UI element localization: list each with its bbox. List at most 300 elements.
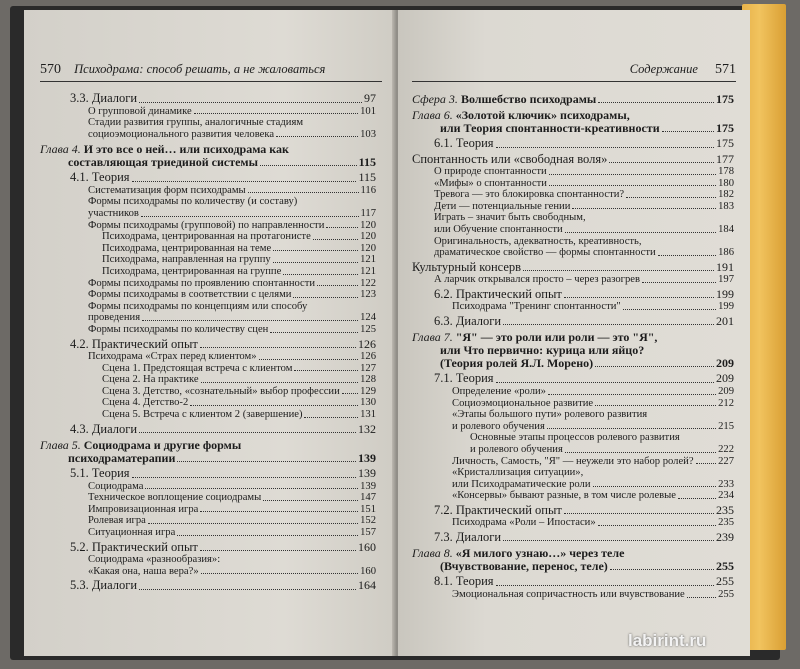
toc-entry-text: 6.2. Практический опыт: [434, 286, 562, 301]
left-page-number: 570: [40, 62, 61, 77]
toc-entry: [40, 374, 376, 386]
toc-page-number: 120: [360, 242, 376, 254]
toc-entry-title: [434, 315, 501, 329]
toc-entry: [40, 504, 376, 516]
toc-entry-title: [88, 106, 192, 118]
toc-dot-leader: [326, 227, 358, 228]
toc-page-number: 117: [360, 207, 376, 219]
toc-entry-text: 6.1. Теория: [434, 136, 494, 150]
toc-entry: [40, 397, 376, 409]
toc-dot-leader: [201, 382, 358, 383]
toc-entry: [40, 467, 376, 481]
toc-entry-title: [88, 129, 274, 141]
toc-entry-title: [452, 456, 694, 468]
toc-entry: [412, 201, 734, 213]
toc-entry-text: Социодрама: [88, 480, 144, 492]
toc-page-number: 235: [716, 502, 734, 517]
toc-entry-title: [434, 201, 570, 213]
toc-dot-leader: [496, 585, 714, 586]
toc-entry-title: [434, 531, 501, 545]
right-page-number: 571: [715, 62, 736, 77]
toc-page-number: 121: [360, 265, 376, 277]
watermark: labirint.ru: [628, 631, 707, 650]
toc-entry: [412, 386, 734, 398]
toc-page-number: 180: [718, 177, 734, 189]
toc-dot-leader: [200, 511, 358, 512]
toc-entry-text: Основные этапы процессов ролевого развития: [470, 432, 680, 444]
toc-entry-title: [102, 243, 271, 255]
toc-entry-title: [70, 579, 137, 593]
toc-entry: [412, 315, 734, 329]
toc-page-number: 177: [716, 151, 734, 166]
toc-dot-leader: [565, 232, 716, 233]
toc-entry-title: [412, 261, 521, 275]
toc-entry-text: Эмоциональная сопричастность или вчувствование: [452, 588, 685, 600]
toc-page-number: 131: [360, 408, 376, 420]
toc-entry: [40, 92, 376, 106]
toc-entry-title: [434, 189, 624, 201]
toc-dot-leader: [263, 500, 358, 501]
toc-page-number: 255: [716, 559, 734, 574]
toc-entry: [40, 527, 376, 539]
toc-dot-leader: [248, 192, 359, 193]
toc-dot-leader: [142, 320, 358, 321]
toc-entry-title: [434, 288, 562, 302]
toc-entry-text: Формы психодрамы (групповой) по направленности: [88, 219, 325, 231]
toc-entry-title: [102, 363, 292, 375]
toc-entry-text: Психодрама «Страх перед клиентом»: [88, 351, 257, 362]
toc-entry-text: Формы психодрамы по проявлению спонтанности: [88, 277, 316, 289]
toc-entry-title: [88, 566, 199, 578]
toc-entry-text: Определение «роли»: [452, 385, 546, 397]
toc-dot-leader: [201, 573, 358, 574]
toc-dot-leader: [658, 255, 716, 256]
toc-page-number: 227: [718, 455, 734, 467]
toc-entry-label: Сфера 3.: [412, 92, 461, 106]
toc-dot-leader: [276, 136, 358, 137]
toc-entry-title: [440, 560, 608, 573]
toc-entry-title: [88, 289, 291, 301]
toc-entry-title: [88, 185, 246, 197]
toc-entry-text: 3.3. Диалоги: [70, 91, 138, 105]
toc-entry-text: составляющая триединой системы: [68, 155, 258, 170]
toc-entry-title: [68, 452, 175, 465]
toc-page-number: 255: [718, 588, 734, 600]
toc-entry-text: Техническое воплощение социодрамы: [88, 492, 262, 504]
toc-entry: [40, 541, 376, 555]
toc-entry: [40, 289, 376, 301]
toc-dot-leader: [313, 239, 358, 240]
toc-page-number: 125: [360, 323, 376, 335]
toc-entry-title: [70, 541, 198, 555]
toc-entry: [412, 93, 734, 106]
toc-entry: [412, 274, 734, 286]
toc-dot-leader: [496, 147, 714, 148]
toc-entry: [412, 178, 734, 190]
toc-entry-title: [452, 398, 593, 410]
toc-page-number: 160: [360, 565, 376, 577]
toc-dot-leader: [623, 309, 716, 310]
toc-entry-title: [434, 166, 547, 178]
toc-page-number: 103: [360, 128, 376, 140]
toc-entry: [412, 189, 734, 201]
toc-page-number: 191: [716, 259, 734, 274]
toc-entry-text: проведения: [88, 312, 141, 324]
toc-entry-text: Играть – значит быть свободным,: [434, 212, 586, 224]
toc-entry-text: или Теория спонтанности-креативности: [440, 121, 660, 135]
toc-entry-title: [434, 137, 494, 151]
toc-entry-text: драматическое свойство — формы спонтанности: [434, 247, 656, 259]
toc-entry: [40, 254, 376, 266]
toc-entry-title: [88, 527, 175, 539]
toc-dot-leader: [610, 569, 714, 570]
toc-page-number: 255: [716, 574, 734, 589]
toc-entry-text: Сцена 5. Встреча с клиентом 2 (завершение): [102, 408, 303, 420]
toc-entry-text: А ларчик открывался просто – через разогрев: [434, 274, 640, 286]
toc-entry-text: Психодрама «Роли – Ипостаси»: [452, 517, 596, 529]
toc-dot-leader: [139, 102, 362, 103]
toc-entry-title: [88, 208, 139, 220]
toc-entry: [40, 515, 376, 527]
toc-entry-title: [88, 554, 220, 566]
toc-page-number: 233: [718, 478, 734, 490]
toc-dot-leader: [260, 165, 357, 166]
toc-dot-leader: [283, 274, 358, 275]
toc-entry-title: [452, 301, 621, 313]
toc-entry-title: [452, 490, 676, 502]
toc-dot-leader: [132, 181, 357, 182]
toc-entry: [412, 517, 734, 529]
toc-entry-text: 5.2. Практический опыт: [70, 539, 198, 554]
toc-entry: [40, 208, 376, 220]
toc-page-number: 175: [716, 136, 734, 150]
toc-entry-text: «Кристаллизация ситуации»,: [452, 467, 584, 479]
toc-entry-text: Психодрама, центрированная на теме: [102, 242, 272, 254]
toc-entry: [40, 220, 376, 232]
toc-entry: [40, 266, 376, 278]
toc-page-number: 115: [358, 155, 376, 170]
toc-entry-title: [434, 178, 547, 190]
toc-entry-text: 7.3. Диалоги: [434, 529, 502, 544]
toc-entry: [412, 575, 734, 589]
toc-page-number: 184: [718, 223, 734, 235]
toc-page-number: 121: [360, 254, 376, 266]
toc-entry-text: социоэмоционального развития человека: [88, 128, 275, 140]
toc-page-number: 132: [358, 421, 376, 436]
toc-entry-label: Глава 4.: [40, 142, 84, 157]
toc-entry-text: О групповой динамике: [88, 105, 192, 117]
toc-page-number: 209: [716, 371, 734, 386]
toc-dot-leader: [177, 461, 356, 462]
toc-entry-text: и ролевого обучения: [470, 443, 563, 455]
toc-dot-leader: [547, 428, 716, 429]
toc-entry-title: [88, 196, 297, 208]
toc-entry: [412, 153, 734, 167]
toc-entry: [412, 236, 734, 248]
toc-entry-title: [88, 324, 268, 336]
toc-dot-leader: [503, 540, 714, 541]
toc-page-number: 130: [360, 397, 376, 409]
toc-entry: [412, 467, 734, 479]
toc-entry: [40, 156, 376, 169]
toc-entry-text: или Что первично: курица или яйцо?: [440, 343, 645, 358]
toc-entry: [412, 560, 734, 573]
toc-entry: [412, 212, 734, 224]
toc-entry: [40, 278, 376, 290]
toc-page-number: 101: [360, 105, 376, 117]
toc-dot-leader: [642, 282, 716, 283]
toc-page-number: 234: [718, 490, 734, 502]
toc-dot-leader: [270, 332, 358, 333]
toc-entry: [40, 351, 376, 363]
toc-page-number: 120: [360, 219, 376, 231]
toc-page-number: 127: [360, 362, 376, 374]
toc-dot-leader: [565, 452, 716, 453]
toc-entry-title: [452, 409, 647, 421]
toc-entry-text: 7.2. Практический опыт: [434, 502, 562, 517]
toc-entry-title: [412, 153, 607, 167]
toc-dot-leader: [549, 185, 716, 186]
toc-page-number: 157: [360, 526, 376, 538]
toc-entry-text: «Золотой ключик» психодрамы,: [455, 108, 630, 122]
toc-dot-leader: [662, 131, 714, 132]
toc-dot-leader: [523, 270, 714, 271]
toc-dot-leader: [273, 262, 358, 263]
toc-entry-text: 7.1. Теория: [434, 371, 494, 386]
toc-dot-leader: [200, 550, 356, 551]
toc-dot-leader: [678, 498, 716, 499]
toc-entry: [40, 243, 376, 255]
toc-entry: [40, 301, 376, 313]
toc-entry-text: Оригинальность, адекватность, креативность,: [434, 235, 642, 247]
toc-entry-title: [434, 212, 586, 224]
toc-page-number: 147: [360, 492, 376, 504]
toc-entry-title: [70, 423, 137, 437]
toc-entry-title: [434, 372, 494, 386]
toc-entry-text: Дети — потенциальные гении: [434, 200, 571, 212]
toc-entry: [412, 479, 734, 491]
toc-entry-title: [70, 338, 198, 352]
toc-entry: [40, 492, 376, 504]
toc-entry-title: [440, 122, 660, 135]
toc-entry-text: «Этапы большого пути» ролевого развития: [452, 409, 648, 421]
toc-entry-text: Формы психодрамы по количеству сцен: [88, 323, 269, 335]
toc-entry-title: [452, 467, 583, 479]
toc-entry-label: Глава 5.: [40, 438, 84, 453]
toc-entry-label: Глава 8.: [412, 546, 456, 561]
toc-entry-text: или Психодраматические роли: [452, 478, 591, 490]
toc-entry-text: Сцена 4. Детство-2: [102, 397, 189, 409]
toc-entry-title: [68, 156, 258, 169]
toc-entry: [412, 372, 734, 386]
toc-entry: [40, 386, 376, 398]
toc-entry-text: Психодрама, центрированная на протагонисте: [102, 231, 311, 243]
toc-entry: [40, 452, 376, 465]
toc-entry-text: психодраматерапии: [68, 451, 176, 466]
toc-dot-leader: [496, 382, 714, 383]
toc-dot-leader: [194, 113, 358, 114]
toc-dot-leader: [548, 394, 716, 395]
toc-dot-leader: [595, 366, 714, 367]
toc-entry: [412, 432, 734, 444]
toc-dot-leader: [259, 359, 359, 360]
toc-entry-title: [102, 231, 311, 243]
toc-entry-text: Волшебство психодрамы: [460, 92, 597, 106]
toc-entry-text: участников: [88, 207, 139, 219]
right-running-head: [412, 62, 736, 82]
toc-entry: [40, 171, 376, 185]
toc-entry-text: Формы психодрамы в соответствии с целями: [88, 289, 292, 301]
toc-entry-title: [70, 171, 130, 185]
toc-entry: [412, 357, 734, 370]
toc-dot-leader: [294, 370, 358, 371]
toc-entry-label: Глава 6.: [412, 108, 456, 122]
toc-entry-title: [70, 92, 137, 106]
toc-entry-title: [434, 575, 494, 589]
toc-dot-leader: [304, 417, 358, 418]
toc-entry-text: Культурный консерв: [412, 259, 522, 274]
toc-page-number: 97: [364, 91, 376, 105]
toc-entry-text: 6.3. Диалоги: [434, 313, 502, 328]
toc-entry-text: Сцена 2. На практике: [102, 374, 199, 386]
toc-entry: [412, 261, 734, 275]
toc-entry-title: [434, 247, 656, 259]
toc-entry-text: Личность, Самость, "Я" — неужели это набор ролей?: [452, 455, 694, 467]
toc-entry: [412, 444, 734, 456]
toc-entry: [412, 166, 734, 178]
toc-entry: [40, 231, 376, 243]
toc-page-number: 116: [360, 184, 376, 196]
toc-entry: [40, 106, 376, 118]
toc-entry-text: Психодрама "Тренинг спонтанности": [452, 301, 621, 313]
toc-page-number: 215: [718, 420, 734, 432]
toc-entry-text: 8.1. Теория: [434, 574, 494, 589]
toc-entry-text: или Обучение спонтанности: [434, 223, 563, 235]
toc-entry-title: [88, 117, 303, 129]
toc-dot-leader: [132, 477, 356, 478]
toc-entry: [412, 137, 734, 151]
toc-entry-text: «Какая она, наша вера?»: [88, 565, 199, 577]
toc-dot-leader: [273, 250, 358, 251]
toc-entry-title: [452, 386, 546, 398]
toc-entry: [40, 117, 376, 129]
toc-entry-title: [470, 432, 680, 444]
toc-entry-title: [88, 351, 257, 363]
toc-entry-title: [88, 312, 140, 324]
toc-page-number: 178: [718, 166, 734, 177]
toc-page-number: 115: [358, 170, 376, 185]
toc-entry-text: «Мифы» о спонтанности: [434, 177, 547, 189]
toc-dot-leader: [200, 347, 356, 348]
toc-entry-text: О природе спонтанности: [434, 166, 547, 177]
toc-entry-title: [452, 517, 596, 529]
toc-dot-leader: [190, 405, 358, 406]
toc-entry-title: [452, 421, 545, 433]
toc-page-number: 139: [358, 451, 376, 466]
toc-page-number: 201: [716, 313, 734, 328]
toc-page-number: 175: [716, 92, 734, 106]
toc-page-number: 160: [358, 539, 376, 554]
toc-page-number: 235: [718, 517, 734, 529]
toc-dot-leader: [549, 174, 716, 175]
toc-dot-leader: [572, 208, 716, 209]
left-page: [24, 10, 396, 656]
toc-dot-leader: [696, 463, 717, 464]
toc-entry: [40, 566, 376, 578]
toc-entry-text: 5.3. Диалоги: [70, 578, 138, 593]
toc-entry-title: [102, 374, 199, 386]
toc-entry: [40, 312, 376, 324]
toc-dot-leader: [139, 589, 356, 590]
toc-entry: [412, 301, 734, 313]
toc-page-number: 175: [716, 121, 734, 135]
toc-entry: [412, 247, 734, 259]
left-running-head: [40, 62, 382, 82]
toc-entry: [40, 554, 376, 566]
toc-dot-leader: [317, 285, 358, 286]
toc-page-number: 164: [358, 578, 376, 593]
toc-entry: [412, 288, 734, 302]
toc-entry-text: Тревога — это блокировка спонтанности?: [434, 189, 625, 201]
toc-page-number: 139: [358, 466, 376, 481]
toc-page-number: 182: [718, 189, 734, 201]
toc-entry-title: [88, 481, 143, 493]
toc-page-number: 222: [718, 443, 734, 455]
toc-page-number: 122: [360, 277, 376, 289]
toc-entry: [412, 409, 734, 421]
toc-entry-title: [470, 444, 563, 456]
toc-dot-leader: [177, 535, 358, 536]
toc-entry: [40, 324, 376, 336]
right-page: [398, 10, 750, 656]
toc-entry-title: [88, 301, 307, 313]
toc-entry-title: [452, 479, 591, 491]
toc-entry-text: 4.2. Практический опыт: [70, 336, 198, 351]
toc-dot-leader: [293, 297, 358, 298]
left-toc: [40, 90, 376, 593]
toc-page-number: 209: [716, 356, 734, 371]
toc-page-number: 129: [360, 385, 376, 397]
toc-dot-leader: [503, 324, 714, 325]
toc-entry: [40, 363, 376, 375]
toc-page-number: 183: [718, 200, 734, 212]
right-toc: [412, 90, 734, 601]
toc-entry-text: Сцена 3. Детство, «сознательный» выбор профессии: [102, 385, 340, 397]
toc-entry-text: Ситуационная игра: [88, 526, 176, 538]
toc-entry: [40, 129, 376, 141]
toc-entry-title: [434, 504, 562, 518]
toc-entry: [40, 579, 376, 593]
toc-entry: [40, 423, 376, 437]
toc-entry-text: 4.3. Диалоги: [70, 421, 138, 436]
toc-dot-leader: [687, 597, 716, 598]
toc-entry-text: Социодрама и другие формы: [83, 438, 242, 453]
toc-entry: [40, 481, 376, 493]
toc-entry-text: Социоэмоциональное развитие: [452, 397, 594, 409]
toc-entry-title: [70, 467, 130, 481]
toc-entry-text: Психодрама, центрированная на группе: [102, 265, 282, 277]
toc-page-number: 124: [360, 312, 376, 324]
toc-entry-text: «Я милого узнаю…» через теле: [455, 546, 625, 561]
toc-entry-title: [88, 492, 261, 504]
toc-entry-label: Глава 7.: [412, 330, 456, 345]
toc-entry-text: Формы психодрамы по концепциям или способу: [88, 300, 308, 312]
toc-entry-text: Формы психодрамы по количеству (и составу): [88, 196, 298, 208]
toc-page-number: 120: [360, 231, 376, 243]
toc-entry: [40, 338, 376, 352]
toc-entry: [412, 122, 734, 135]
toc-entry-text: (Теория ролей Я.Л. Морено): [440, 356, 594, 371]
